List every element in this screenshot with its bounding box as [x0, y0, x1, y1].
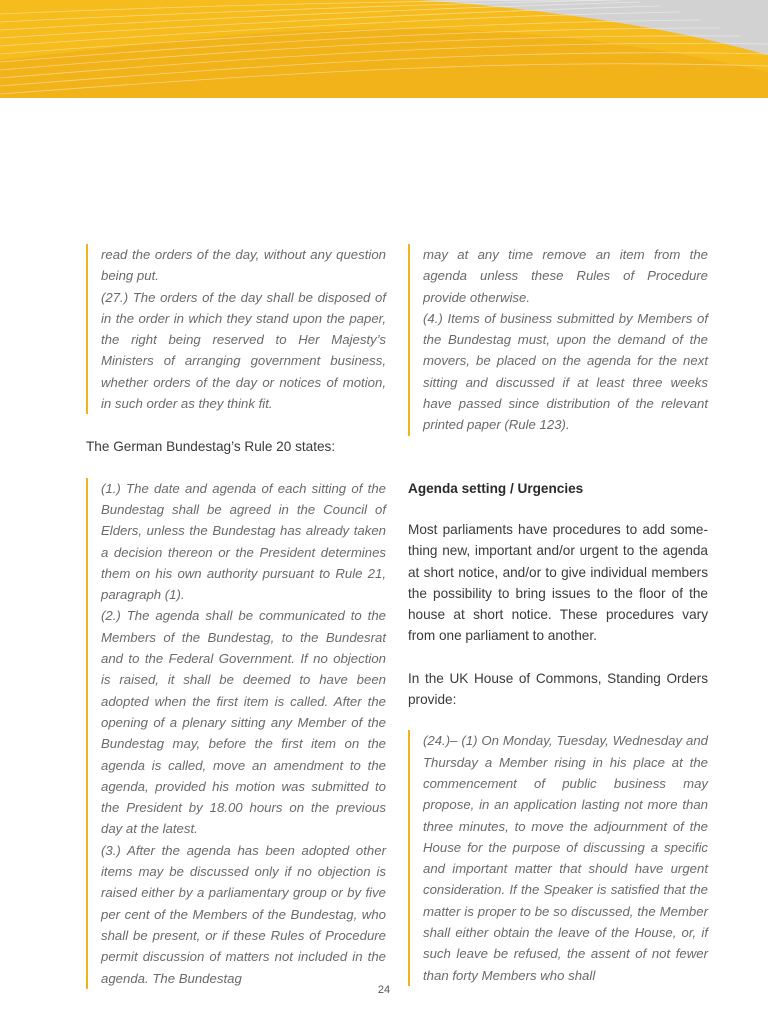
section-heading: Agenda setting / Urgencies	[408, 480, 584, 496]
quote-paragraph: (24.)– (1) On Monday, Tuesday, Wednesday and Thursday a Member rising in his place at the commencement of public business may propose, in an application lasting not more than three minutes, to move the adjournment of the House for the purpose of discussing a specific and important matter that should have urgent consideration. If the Speaker is satisfied that the matter is proper to be so discussed, the Member shall either obtain the leave of the House, or, if such leave be refused, the assent of not fewer than forty Members who shall	[423, 733, 708, 983]
quote-standing-orders-continued	[86, 244, 386, 414]
quote-paragraph: (3.) After the agenda has been adopted other items may be discussed only if no objection is raised either by a parliamentary group or by five per cent of the Members of the Bundestag, who shall be present, or if these Rules of Procedure permit discussion of matters not included in the agenda. The Bundestag	[101, 842, 386, 986]
quote-rule-20-continued	[408, 244, 708, 436]
quote-paragraph: (2.) The agenda shall be communicated to the Members of the Bundestag, to the Bundesrat and to the Federal Government. If no objection is raised, it shall be deemed to have been adopted when the first item is called. After the opening of a plenary sitting any Member of the Bundestag may, before the first item on the agenda is called, move an amendment to the agenda, provided his motion was submitted to the President by 18.00 hours on the previous day at the latest.	[101, 608, 386, 837]
quote-paragraph: (27.) The orders of the day shall be disposed of in the order in which they stand upon the paper, the right being reserved to Her Majesty’s Ministers of arranging government business, whether orders of the day or notices of motion, in such order as they think fit.	[101, 289, 386, 412]
quote-paragraph: (1.) The date and agenda of each sitting of the Bundestag shall be agreed in the Council of Elders, unless the Bundestag has already taken a decision thereon or the President determines them on his own authority pursuant to Rule 21, paragraph (1).	[101, 480, 386, 603]
header-wave-banner	[0, 0, 768, 98]
bundestag-intro: The German Bundestag’s Rule 20 states:	[86, 439, 336, 455]
quote-paragraph: may at any time remove an item from the agenda unless these Rules of Procedure provide otherwise.	[423, 247, 708, 305]
quote-uk-standing-orders	[408, 730, 708, 986]
body-paragraph: In the UK House of Commons, Standing Orders provide:	[408, 670, 708, 708]
left-column	[86, 244, 386, 989]
right-column	[408, 244, 708, 986]
body-paragraph: Most parliaments have procedures to add something new, important and/or urgent to the agenda at short notice, and/or to give individual members the possibility to bring issues to the floor of the house at short notice. These procedures vary from one parliament to another.	[408, 521, 708, 644]
quote-paragraph: (4.) Items of business submitted by Members of the Bundestag must, upon the demand of the movers, be placed on the agenda for the next sitting and discussed if at least three weeks have passed since distribution of the relevant printed paper (Rule 123).	[423, 310, 708, 433]
page-number: 24	[377, 984, 391, 996]
quote-bundestag-rule-20	[86, 478, 386, 989]
quote-paragraph: read the orders of the day, without any question being put.	[101, 247, 386, 284]
